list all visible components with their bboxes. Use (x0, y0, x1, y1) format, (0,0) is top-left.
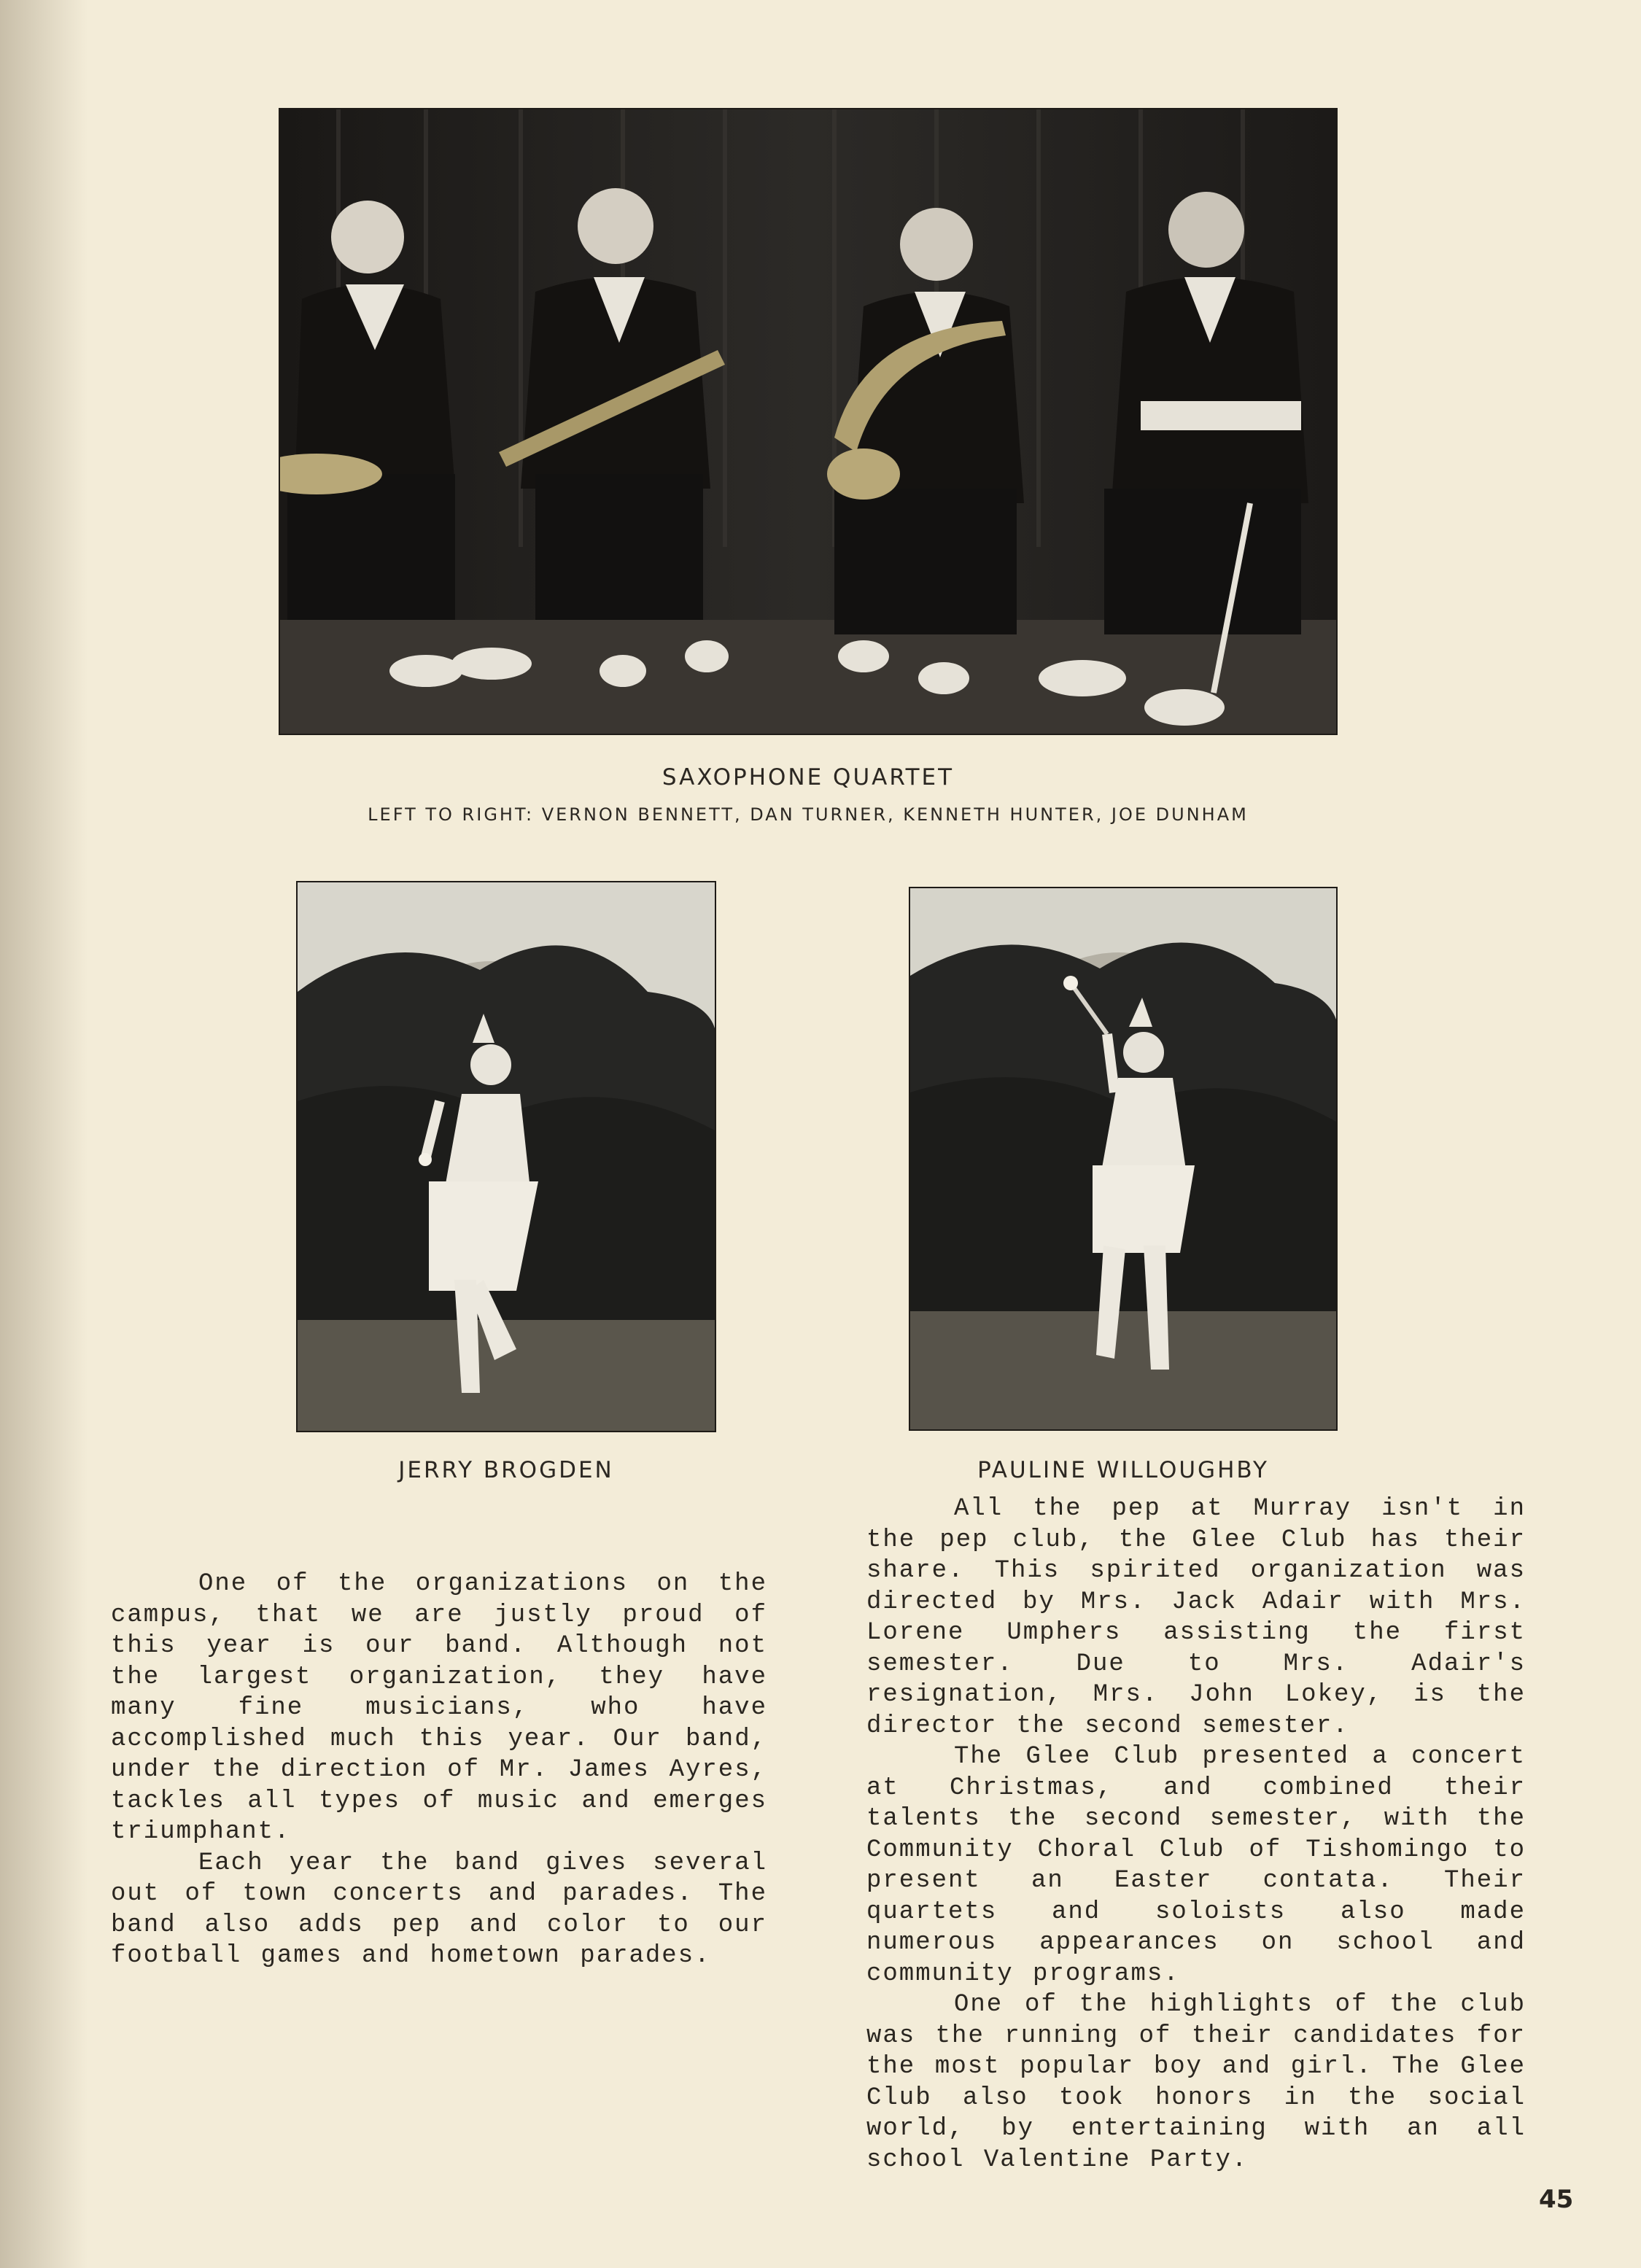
saxophone-quartet-photo (280, 109, 1336, 734)
majorette-right-photo (910, 888, 1336, 1429)
majorette-left-photo (298, 882, 715, 1431)
page-number: 45 (1539, 2185, 1574, 2214)
glee-paragraph-3: One of the highlights of the club was the running of their candidates for the most popular boy and girl. The Glee Club also took honors in the social world, by entertaining with an all school Valentine Party. (866, 1991, 1526, 2174)
quartet-caption-title: SAXOPHONE QUARTET (662, 764, 955, 791)
band-paragraph-2: Each year the band gives several out of town concerts and parades. The band also adds pep and color to our football games and hometown parades. (111, 1849, 767, 1970)
majorette-right-caption: PAULINE WILLOUGHBY (977, 1457, 1269, 1483)
glee-paragraph-2: The Glee Club presented a concert at Christmas, and combined their talents the second semester, with the Community Choral Club of Tishomingo to present an Easter contata. Their quartets and soloists also made numerous appearances on school and community programs. (866, 1743, 1526, 1988)
band-paragraph-1: One of the organizations on the campus, that we are justly proud of this year is our band. Although not the largest organization, they have many fine musicians, who have accomplished much this year. Our band, under the direction of Mr. James Ayres, tackles all types of music and emerges triumphant. (111, 1570, 767, 1846)
glee-paragraph-1: All the pep at Murray isn't in the pep club, the Glee Club has their share. This spirited organization was directed by Mrs. Jack Adair with Mrs. Lorene Umphers assisting the first semester. Due to Mrs. Adair's resignation, Mrs. John Lokey, is the director the second semester. (866, 1495, 1526, 1740)
page-spine-shadow (0, 0, 88, 2268)
quartet-caption-names: LEFT TO RIGHT: VERNON BENNETT, DAN TURNER, KENNETH HUNTER, JOE DUNHAM (368, 804, 1249, 825)
majorette-left-caption: JERRY BROGDEN (398, 1457, 614, 1483)
band-article-column (111, 1569, 767, 1972)
glee-club-article-column (866, 1494, 1526, 2175)
